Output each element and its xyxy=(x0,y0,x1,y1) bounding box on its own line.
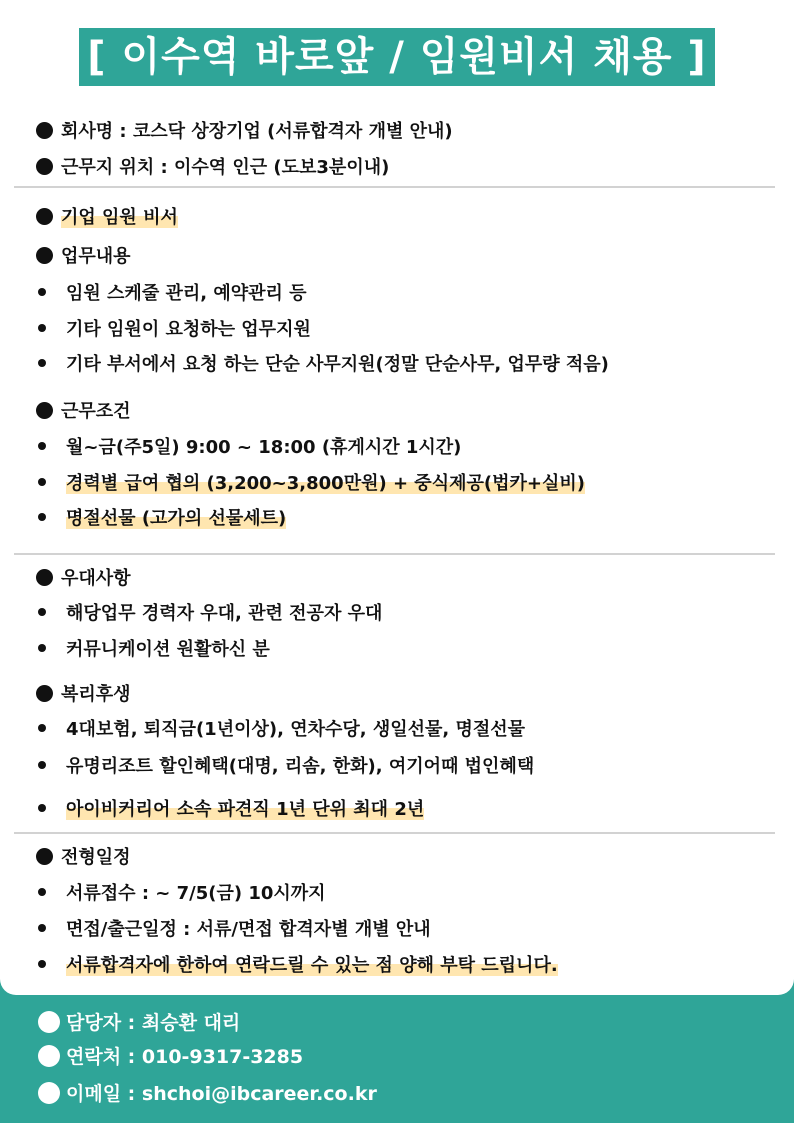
benefit-text: 유명리조트 할인혜택(대명, 리솜, 한화), 여기어때 법인혜택 xyxy=(66,756,535,777)
benefit-text: 4대보험, 퇴직금(1년이상), 연차수당, 생일선물, 명절선물 xyxy=(66,719,526,740)
preferences-heading-line xyxy=(36,566,131,592)
preference-item xyxy=(36,601,382,627)
condition-item xyxy=(36,471,585,497)
schedule-item xyxy=(36,917,431,943)
schedule-text: 서류합격자에 한하여 연락드릴 수 있는 점 양해 부탁 드립니다. xyxy=(66,955,558,976)
company-name: 회사명 : 코스닥 상장기업 (서류합격자 개별 안내) xyxy=(61,121,453,142)
small-bullet-icon xyxy=(38,888,46,896)
schedule-heading: 전형일정 xyxy=(61,847,131,868)
duties-heading: 업무내용 xyxy=(61,246,131,267)
preference-text: 커뮤니케이션 원활하신 분 xyxy=(66,639,270,660)
duty-text: 임원 스케줄 관리, 예약관리 등 xyxy=(66,283,307,304)
divider xyxy=(14,186,775,188)
small-bullet-icon xyxy=(38,960,46,968)
company-name-line xyxy=(36,119,453,145)
condition-text: 경력별 급여 협의 (3,200~3,800만원) + 중식제공(법카+실비) xyxy=(66,473,585,494)
bullet-icon xyxy=(36,402,53,419)
position-title: 기업 임원 비서 xyxy=(61,207,178,228)
small-bullet-icon xyxy=(38,724,46,732)
small-bullet-icon xyxy=(38,442,46,450)
bullet-icon xyxy=(36,685,53,702)
schedule-text: 면접/출근일정 : 서류/면접 합격자별 개별 안내 xyxy=(66,919,431,940)
contact-email-line xyxy=(38,1081,377,1107)
condition-text: 명절선물 (고가의 선물세트) xyxy=(66,508,287,529)
condition-item xyxy=(36,506,286,532)
condition-item xyxy=(36,435,461,461)
benefit-item xyxy=(36,717,525,743)
small-bullet-icon xyxy=(38,513,46,521)
duty-text: 기타 부서에서 요청 하는 단순 사무지원(정말 단순사무, 업무량 적음) xyxy=(66,354,609,375)
preference-text: 해당업무 경력자 우대, 관련 전공자 우대 xyxy=(66,603,383,624)
duty-item xyxy=(36,352,609,378)
bullet-icon xyxy=(36,158,53,175)
schedule-text: 서류접수 : ~ 7/5(금) 10시까지 xyxy=(66,883,326,904)
small-bullet-icon xyxy=(38,359,46,367)
divider xyxy=(14,832,775,834)
small-bullet-icon xyxy=(38,804,46,812)
company-location-line xyxy=(36,155,389,181)
preference-item xyxy=(36,637,270,663)
small-bullet-icon xyxy=(38,288,46,296)
position-line xyxy=(36,205,178,231)
bullet-icon xyxy=(36,848,53,865)
benefit-text: 아이비커리어 소속 파견직 1년 단위 최대 2년 xyxy=(66,799,425,820)
small-bullet-icon xyxy=(38,608,46,616)
duty-item xyxy=(36,281,307,307)
small-bullet-icon xyxy=(38,644,46,652)
small-bullet-icon xyxy=(38,478,46,486)
divider xyxy=(14,553,775,555)
condition-text: 월~금(주5일) 9:00 ~ 18:00 (휴게시간 1시간) xyxy=(66,437,462,458)
contact-phone-line xyxy=(38,1044,303,1070)
contact-phone: 연락처 : 010-9317-3285 xyxy=(66,1046,304,1068)
duty-item xyxy=(36,317,311,343)
contact-manager: 담당자 : 최승환 대리 xyxy=(66,1012,241,1034)
duty-text: 기타 임원이 요청하는 업무지원 xyxy=(66,319,311,340)
duties-heading-line xyxy=(36,244,131,270)
contact-manager-line xyxy=(38,1010,240,1036)
small-bullet-icon xyxy=(38,924,46,932)
small-bullet-icon xyxy=(38,761,46,769)
title-wrap xyxy=(0,28,794,86)
benefit-item xyxy=(36,754,534,780)
bullet-icon xyxy=(38,1045,60,1067)
conditions-heading-line xyxy=(36,399,131,425)
company-location: 근무지 위치 : 이수역 인근 (도보3분이내) xyxy=(61,157,390,178)
benefits-heading: 복리후생 xyxy=(61,684,131,705)
schedule-item xyxy=(36,881,326,907)
bullet-icon xyxy=(36,569,53,586)
schedule-item xyxy=(36,953,558,979)
schedule-heading-line xyxy=(36,845,131,871)
small-bullet-icon xyxy=(38,324,46,332)
bullet-icon xyxy=(36,208,53,225)
posting-title: [ 이수역 바로앞 / 임원비서 채용 ] xyxy=(79,28,714,86)
bullet-icon xyxy=(36,247,53,264)
conditions-heading: 근무조건 xyxy=(61,401,131,422)
bullet-icon xyxy=(38,1011,60,1033)
benefits-heading-line xyxy=(36,682,131,708)
benefit-item xyxy=(36,797,424,823)
bullet-icon xyxy=(36,122,53,139)
preferences-heading: 우대사항 xyxy=(61,568,131,589)
contact-email: 이메일 : shchoi@ibcareer.co.kr xyxy=(66,1083,377,1105)
bullet-icon xyxy=(38,1082,60,1104)
